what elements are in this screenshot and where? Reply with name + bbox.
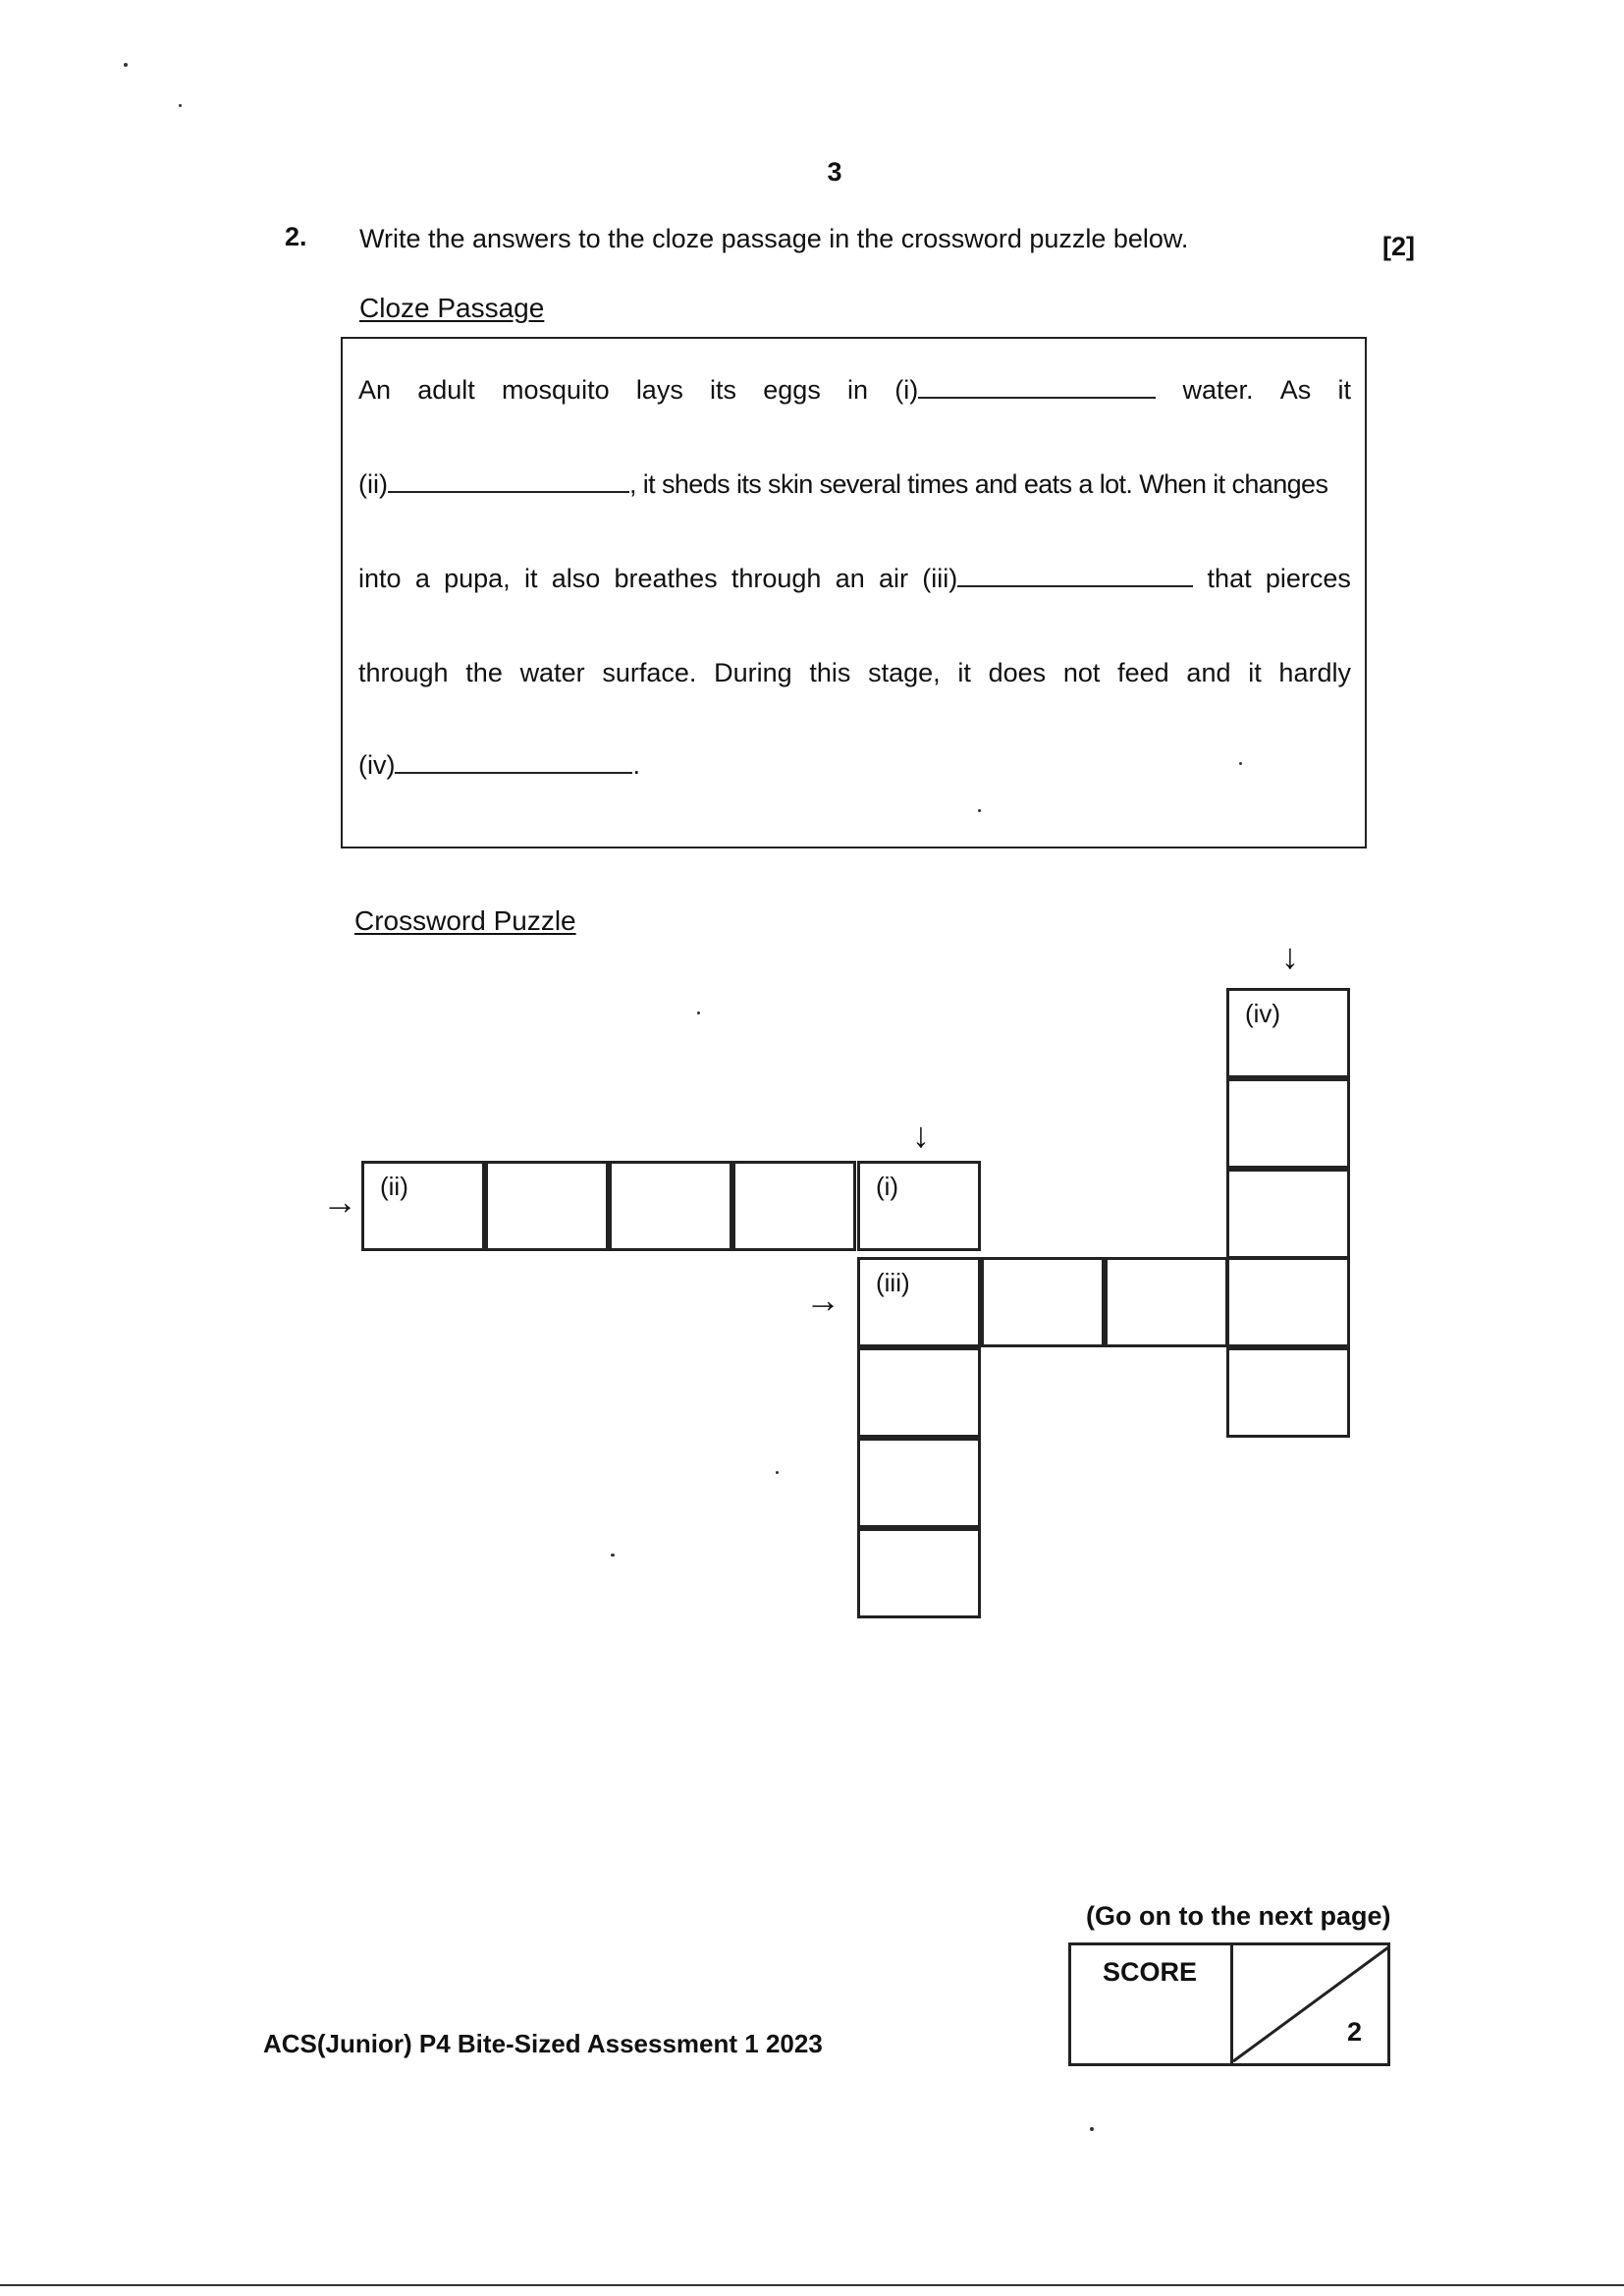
scan-speck [611, 1554, 615, 1557]
scan-speck [1239, 762, 1242, 765]
clue-label: (iii) [876, 1268, 910, 1297]
answer-line [388, 465, 629, 493]
cloze-word: not [1062, 658, 1101, 687]
assessment-footer: ACS(Junior) P4 Bite-Sized Assessment 1 2023 [263, 2029, 823, 2058]
cloze-line-3 [358, 559, 1351, 598]
cloze-word: and [1186, 658, 1231, 687]
blank-ii[interactable] [358, 469, 629, 499]
cloze-word: water [519, 658, 585, 687]
go-on-notice: (Go on to the next page) [1086, 1901, 1391, 1931]
scan-speck [776, 1471, 779, 1474]
cloze-word: As [1279, 375, 1312, 405]
cloze-word: air [879, 564, 909, 593]
crossword-cell-ii-start[interactable] [361, 1161, 485, 1251]
question-instruction: Write the answers to the cloze passage in the crossword puzzle below. [359, 224, 1189, 253]
clue-label: (i) [876, 1172, 899, 1201]
blank-iv[interactable] [358, 750, 632, 780]
crossword-cell-iv-start[interactable] [1226, 988, 1350, 1078]
clue-label: (iv) [1245, 999, 1281, 1028]
arrow-right-icon: → [322, 1181, 357, 1222]
question-marks: [2] [1382, 232, 1415, 261]
crossword-cell[interactable] [1226, 1257, 1350, 1347]
blank-label: (ii) [358, 469, 388, 499]
cloze-word: the [465, 658, 503, 687]
blank-i[interactable] [894, 370, 1156, 410]
crossword-cell[interactable] [609, 1161, 732, 1251]
cloze-word: also [551, 564, 601, 593]
cloze-text: , it sheds its skin several times and eats a lot. When it changes [628, 469, 1328, 499]
scan-speck [179, 104, 182, 107]
cloze-word: lays [635, 375, 683, 405]
cloze-word: eggs [763, 375, 821, 405]
cloze-word: breathes [614, 564, 718, 593]
scan-speck [124, 63, 128, 67]
cloze-word: adult [417, 375, 475, 405]
cloze-line-2 [358, 465, 1351, 504]
cloze-word: its [710, 375, 737, 405]
scan-speck [697, 1011, 700, 1014]
cloze-word: an [835, 564, 865, 593]
crossword-cell[interactable] [1105, 1257, 1228, 1347]
score-total: 2 [1346, 2017, 1362, 2047]
crossword-cell[interactable] [981, 1257, 1105, 1347]
crossword-cell[interactable] [857, 1347, 981, 1438]
cloze-word: feed [1117, 658, 1169, 687]
cloze-word: through [358, 658, 449, 687]
cloze-word: it [1248, 658, 1262, 687]
cloze-word: it [523, 564, 538, 593]
crossword-cell[interactable] [1226, 1347, 1350, 1438]
score-diagonal-line [1231, 1945, 1390, 2063]
answer-line [957, 560, 1193, 587]
cloze-word: hardly [1278, 658, 1351, 687]
arrow-right-icon: → [805, 1280, 840, 1320]
cloze-line-1 [358, 370, 1351, 410]
answer-line [918, 371, 1156, 399]
crossword-cell[interactable] [1226, 1169, 1350, 1259]
question-number: 2. [285, 222, 307, 251]
arrow-down-icon: ↓ [912, 1115, 930, 1155]
cloze-passage-box [341, 337, 1367, 848]
cloze-word: stage, [868, 658, 941, 687]
answer-line [395, 746, 632, 774]
blank-label: (iv) [358, 750, 396, 780]
cloze-text: . [632, 750, 640, 780]
scan-speck [1090, 2127, 1094, 2131]
scan-speck [978, 809, 981, 812]
crossword-cell[interactable] [732, 1161, 856, 1251]
cloze-word: into [358, 564, 402, 593]
blank-label: (iii) [922, 564, 958, 593]
cloze-word: a [414, 564, 430, 593]
cloze-word: this [809, 658, 851, 687]
arrow-down-icon: ↓ [1281, 936, 1299, 976]
cloze-word: pierces [1265, 564, 1351, 593]
crossword-puzzle-heading: Crossword Puzzle [354, 905, 576, 936]
cloze-line-5 [358, 745, 1351, 785]
crossword-cell[interactable] [857, 1438, 981, 1528]
page-edge-line [0, 2284, 1624, 2286]
cloze-word: it [957, 658, 971, 687]
crossword-cell-i-start[interactable] [857, 1161, 981, 1251]
score-box [1068, 1942, 1390, 2066]
score-label: SCORE [1103, 1957, 1198, 1987]
cloze-word: water. [1182, 375, 1254, 405]
crossword-cell[interactable] [1226, 1078, 1350, 1169]
blank-iii[interactable] [922, 559, 1193, 598]
cloze-passage-heading: Cloze Passage [359, 293, 545, 323]
clue-label: (ii) [380, 1172, 408, 1201]
crossword-cell-iii-start[interactable] [857, 1257, 981, 1347]
cloze-word: surface. [602, 658, 697, 687]
cloze-line-4 [358, 653, 1351, 692]
cloze-word: mosquito [502, 375, 610, 405]
crossword-cell[interactable] [857, 1528, 981, 1618]
cloze-word: does [988, 658, 1047, 687]
cloze-word: in [847, 375, 869, 405]
cloze-word: through [731, 564, 822, 593]
crossword-cell[interactable] [485, 1161, 609, 1251]
page-number: 3 [827, 157, 842, 187]
cloze-word: that [1207, 564, 1252, 593]
cloze-word: it [1337, 375, 1351, 405]
cloze-word: An [358, 375, 392, 405]
cloze-word: During [714, 658, 792, 687]
blank-label: (i) [894, 375, 919, 405]
cloze-word: pupa, [444, 564, 511, 593]
